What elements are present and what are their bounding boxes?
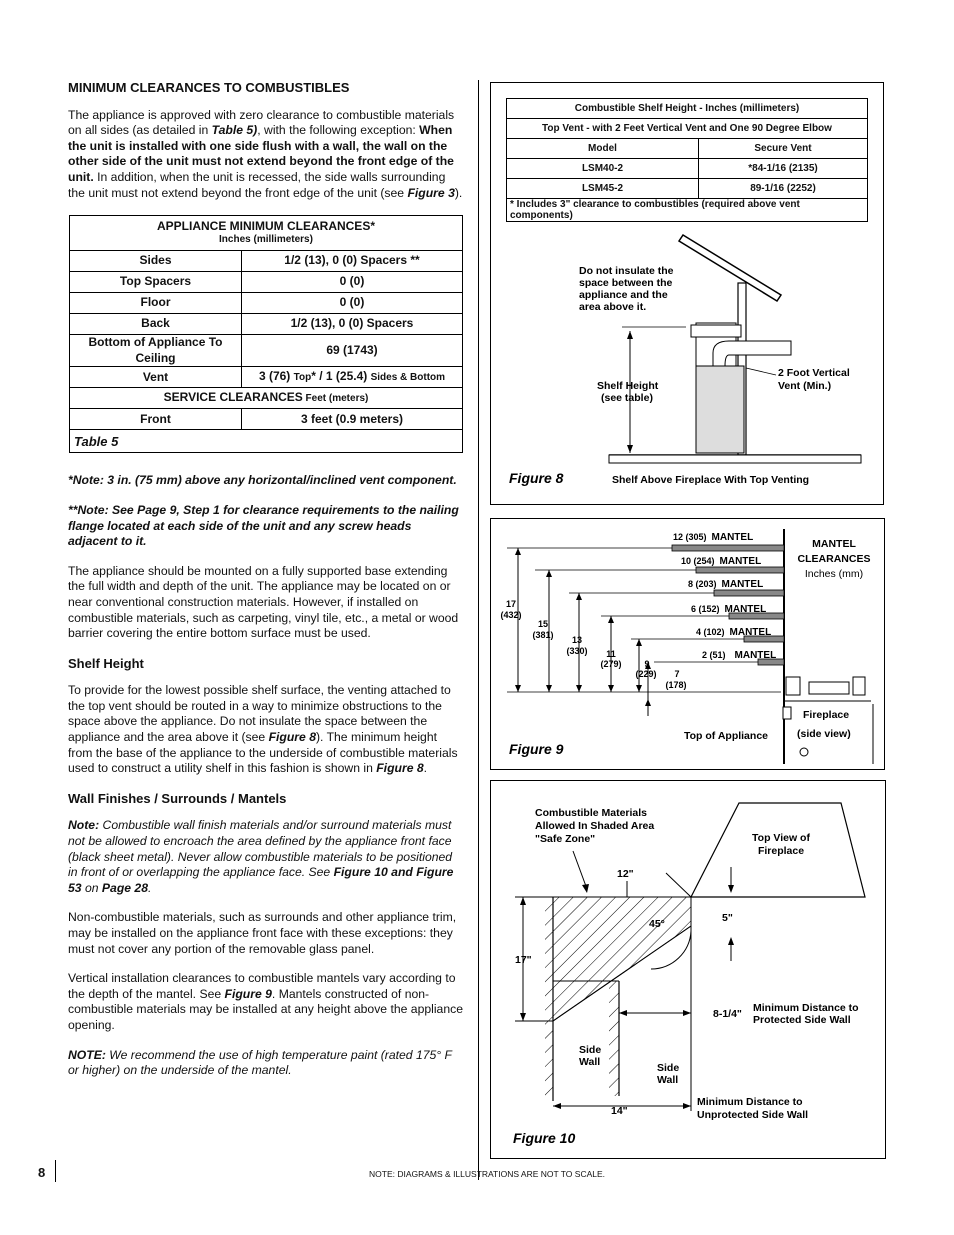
intro-text-3: In addition, when the unit is recessed, the side walls surrounding the unit must not extend beyond the front edge of the unit (see [68, 169, 446, 200]
figure-8-label: Figure 8 [509, 470, 564, 486]
service-unit: Feet (meters) [302, 393, 369, 405]
mantel-label-6: 6 (152) MANTEL [691, 604, 767, 615]
dim-9: 9 [644, 659, 650, 669]
fireplace-bracket [783, 707, 791, 719]
table-row [70, 367, 463, 388]
side-wall-right-1: Side [657, 1062, 680, 1074]
dim-17: 17 [505, 599, 517, 609]
floor-base [609, 455, 861, 463]
vertical-text-2: . Mantels constructed of non-combustible materials may be installed at any height above the appliance opening. [68, 986, 463, 1032]
shelf-height-sub: (see table) [601, 392, 653, 404]
figure-9 [490, 518, 885, 770]
row-label: Sides [70, 251, 242, 272]
dim-14: 14" [611, 1105, 628, 1117]
arrow-down [627, 445, 633, 453]
note-nailing-flange: **Note: See Page 9, Step 1 for clearance requirements to the nailing flange located at each side of the unit and any screw heads adjacent to it. [68, 502, 459, 549]
figure-reference: Figure 10 and Figure 53 [68, 865, 454, 895]
wall-note-end: . [147, 880, 152, 895]
vent-cap [691, 325, 741, 337]
note-label: Note: [68, 818, 100, 833]
dim-9-mm: (229) [635, 669, 657, 679]
row-label: Vent [70, 367, 242, 388]
left-side-wall [545, 897, 553, 1097]
wall-note-on: on [81, 880, 102, 895]
mantel-label-12: 12 (305) MANTEL [673, 532, 754, 543]
mantel-label-10: 10 (254) MANTEL [681, 556, 762, 567]
shelf-heading: Shelf Height [68, 655, 144, 671]
table5-header [70, 216, 463, 251]
shelf-table-title: Combustible Shelf Height - Inches (millimeters) [507, 99, 868, 119]
table5-subtitle: Inches (millimeters) [219, 234, 313, 246]
row-value: 0 (0) [242, 272, 463, 293]
insulate-line-1: Do not insulate the [579, 265, 674, 277]
shelf-height-label: Shelf Height [597, 380, 659, 392]
table-row [70, 251, 463, 272]
dim-13: 13 [571, 635, 583, 645]
intro-paragraph [68, 108, 464, 202]
figure-9-label: Figure 9 [509, 741, 564, 757]
figure9-reference: Figure 9 [224, 986, 272, 1001]
note-vent: *Note: 3 in. (75 mm) above any horizontal/inclined vent component. [68, 473, 457, 488]
figure8-reference-2: Figure 8 [376, 761, 424, 776]
table-row [70, 272, 463, 293]
dim-13-mm: (330) [566, 646, 588, 656]
figure-10-label: Figure 10 [513, 1130, 576, 1146]
combustible-line-3: "Safe Zone" [535, 833, 596, 845]
dim-12: 12" [617, 868, 634, 880]
fireplace-side-view: (side view) [797, 728, 851, 740]
row-value: 1/2 (13), 0 (0) Spacers [242, 314, 463, 335]
paint-note [68, 1048, 464, 1079]
service-title: SERVICE CLEARANCES [163, 390, 303, 405]
top-view-line-2: Fireplace [757, 845, 805, 857]
value-cell: 89-1/16 (2252) [699, 179, 868, 199]
vent-d: Sides & Bottom [370, 372, 446, 384]
min-unprot-1: Minimum Distance to [697, 1096, 803, 1108]
intro-text-2: , with the following exception: [257, 123, 420, 138]
vent-value [242, 367, 463, 388]
model-cell: LSM40-2 [507, 159, 699, 179]
table5-title: APPLIANCE MINIMUM CLEARANCES* [156, 219, 375, 234]
footer-note: NOTE: DIAGRAMS & ILLUSTRATIONS ARE NOT TO SCALE. [369, 1169, 606, 1179]
paint-note-text: We recommend the use of high temperature paint (rated 175° F or higher) on the underside of the mantel. [68, 1047, 452, 1078]
note-label: NOTE: [68, 1047, 106, 1062]
dim-8-1-4: 8-1/4" [713, 1008, 742, 1020]
shelf-text-3: . [423, 761, 428, 776]
insulate-line-4: area above it. [579, 301, 647, 313]
fireplace-knob [800, 748, 808, 756]
shelf-paragraph [68, 683, 464, 777]
page-number: 8 [38, 1165, 46, 1180]
figure-8-caption: Shelf Above Fireplace With Top Venting [612, 474, 810, 486]
left-column [68, 80, 464, 1093]
vent-c: * / 1 (25.4) [311, 369, 371, 384]
vent-note-2: Vent (Min.) [778, 380, 832, 392]
side-wall-diagram [491, 781, 885, 1158]
fig9-labels [500, 532, 870, 757]
row-value: 0 (0) [242, 293, 463, 314]
page-number-rule [55, 1160, 56, 1182]
figure8-reference: Figure 8 [268, 730, 316, 745]
fireplace-vent [853, 677, 865, 695]
wall-note-text: Combustible wall finish materials and/or surround materials must not be allowed to encroach the area defined by the appliance front face (black sheet metal). Never allow combustible materials to be positioned in front of or overlapping the appliance face. See [68, 818, 453, 880]
mantel-label-4: 4 (102) MANTEL [696, 627, 772, 638]
dim-5: 5" [722, 912, 733, 924]
wall-heading: Wall Finishes / Surrounds / Mantels [68, 790, 287, 806]
shelf-text: To provide for the lowest possible shelf surface, the venting attached to the top vent should be routed in a way to minimize obstructions to the space above the appliance. Do not insulate the space between the appliance and the area above it (see [68, 683, 451, 745]
page-reference: Page 28 [101, 880, 148, 895]
dim-15-mm: (381) [532, 630, 554, 640]
dim-45: 45° [649, 918, 665, 930]
min-prot-1: Minimum Distance to [753, 1002, 859, 1014]
table-row [70, 409, 463, 430]
combustible-line-2: Allowed In Shaded Area [535, 820, 655, 832]
intro-exception: When the unit is installed with one side flush with a wall, the wall on the other side of the unit must not extend beyond the front edge of the unit. [68, 123, 454, 184]
figure-8 [490, 82, 884, 505]
side-wall-right-2: Wall [657, 1074, 679, 1086]
shelf-table-footnote: * Includes 3" clearance to combustibles (required above vent components) [507, 199, 868, 222]
dim-7: 7 [674, 669, 680, 679]
intro-text: The appliance is approved with zero clearance to combustible materials on all sides (as detailed in [68, 107, 455, 138]
fireplace-top [786, 677, 800, 695]
value-cell: *84-1/16 (2135) [699, 159, 868, 179]
fig8-labels [509, 265, 850, 486]
vertical-paragraph [68, 971, 464, 1033]
dim-17-mm: (432) [500, 610, 522, 620]
figure-10 [490, 780, 886, 1159]
min-unprot-2: Unprotected Side Wall [697, 1109, 809, 1121]
mantel-diagram [491, 519, 884, 769]
mantel-title-1: MANTEL [812, 538, 856, 550]
vent-note-1: 2 Foot Vertical [778, 367, 850, 379]
vent-elbow [713, 341, 791, 366]
leader-line-vent [746, 368, 776, 375]
clearances-table [69, 215, 463, 453]
table-row [70, 293, 463, 314]
shelf-diagram [491, 83, 883, 504]
mantel-8 [714, 590, 784, 596]
mantel-title-2: CLEARANCES [797, 553, 871, 565]
dim-11: 11 [606, 649, 616, 659]
col-header-model: Model [507, 139, 699, 159]
service-header [70, 388, 463, 409]
dim-7-mm: (178) [665, 680, 687, 690]
arrow-up [627, 331, 633, 339]
table-caption: Table 5 [70, 430, 463, 453]
mantel-label-2: 2 (51) MANTEL [702, 650, 777, 661]
section-heading: MINIMUM CLEARANCES TO COMBUSTIBLES [68, 80, 350, 95]
table5-reference: Table 5) [211, 123, 258, 138]
mantel-12 [672, 545, 784, 551]
dim-11-mm: (279) [600, 659, 622, 669]
col-header-vent: Secure Vent [699, 139, 868, 159]
model-cell: LSM45-2 [507, 179, 699, 199]
top-of-appliance-label: Top of Appliance [684, 730, 768, 742]
top-view-line-1: Top View of [752, 832, 810, 844]
row-label: Bottom of Appliance To Ceiling [70, 335, 242, 367]
right-side-wall [609, 981, 619, 1096]
dim-15: 15 [537, 619, 549, 629]
column-divider [478, 80, 479, 1180]
arrowheads [515, 548, 651, 706]
side-wall-left-2: Wall [579, 1056, 601, 1068]
figure3-reference: Figure 3 [407, 185, 455, 200]
vertical-text: Vertical installation clearances to combustible mantels vary according to the depth of the mantel. See [68, 971, 456, 1001]
insulate-line-3: appliance and the [579, 289, 668, 301]
fireplace-body [696, 366, 744, 453]
fireplace-unit [809, 682, 849, 694]
dim-17: 17" [515, 954, 532, 966]
row-label: Front [70, 409, 242, 430]
insulate-line-2: space between the [579, 277, 673, 289]
row-value: 3 feet (0.9 meters) [242, 409, 463, 430]
table-row [70, 314, 463, 335]
shelf-table-subtitle: Top Vent - with 2 Feet Vertical Vent and One 90 Degree Elbow [507, 119, 868, 139]
row-label: Floor [70, 293, 242, 314]
combustible-line-1: Combustible Materials [535, 807, 648, 819]
fireplace-label: Fireplace [803, 709, 850, 721]
side-wall-left-1: Side [579, 1044, 602, 1056]
row-label: Top Spacers [70, 272, 242, 293]
intro-text-end: ). [454, 185, 463, 200]
mantel-title-3: Inches (mm) [804, 568, 864, 580]
wall-note [68, 818, 464, 896]
min-prot-2: Protected Side Wall [753, 1014, 851, 1026]
row-value: 1/2 (13), 0 (0) Spacers ** [242, 251, 463, 272]
shelf-board [679, 235, 781, 301]
row-label: Back [70, 314, 242, 335]
base-paragraph: The appliance should be mounted on a fully supported base extending the full width and depth of the unit. The appliance may be located on or near conventional construction materials. However, if installed on combustible materials, such as carpeting, vinyl tile, etc., a metal or wood barrier covering the entire bottom surface must be used. [68, 563, 459, 641]
mantel-label-8: 8 (203) MANTEL [688, 579, 764, 590]
mantel-10 [696, 567, 784, 573]
safe-zone [553, 897, 691, 1021]
table-row [70, 335, 463, 367]
noncombustible-paragraph: Non-combustible materials, such as surrounds and other appliance trim, may be installed on the appliance front face with these exceptions: they must not cover any portion of the removable glass panel. [68, 910, 457, 956]
vent-b: Top [293, 372, 312, 384]
shelf-text-2: ). The minimum height from the base of the appliance to the underside of combustible materials used to construct a utility shelf in this fashion is shown in [68, 730, 458, 776]
row-value: 69 (1743) [242, 335, 463, 367]
vent-a: 3 (76) [258, 369, 294, 384]
